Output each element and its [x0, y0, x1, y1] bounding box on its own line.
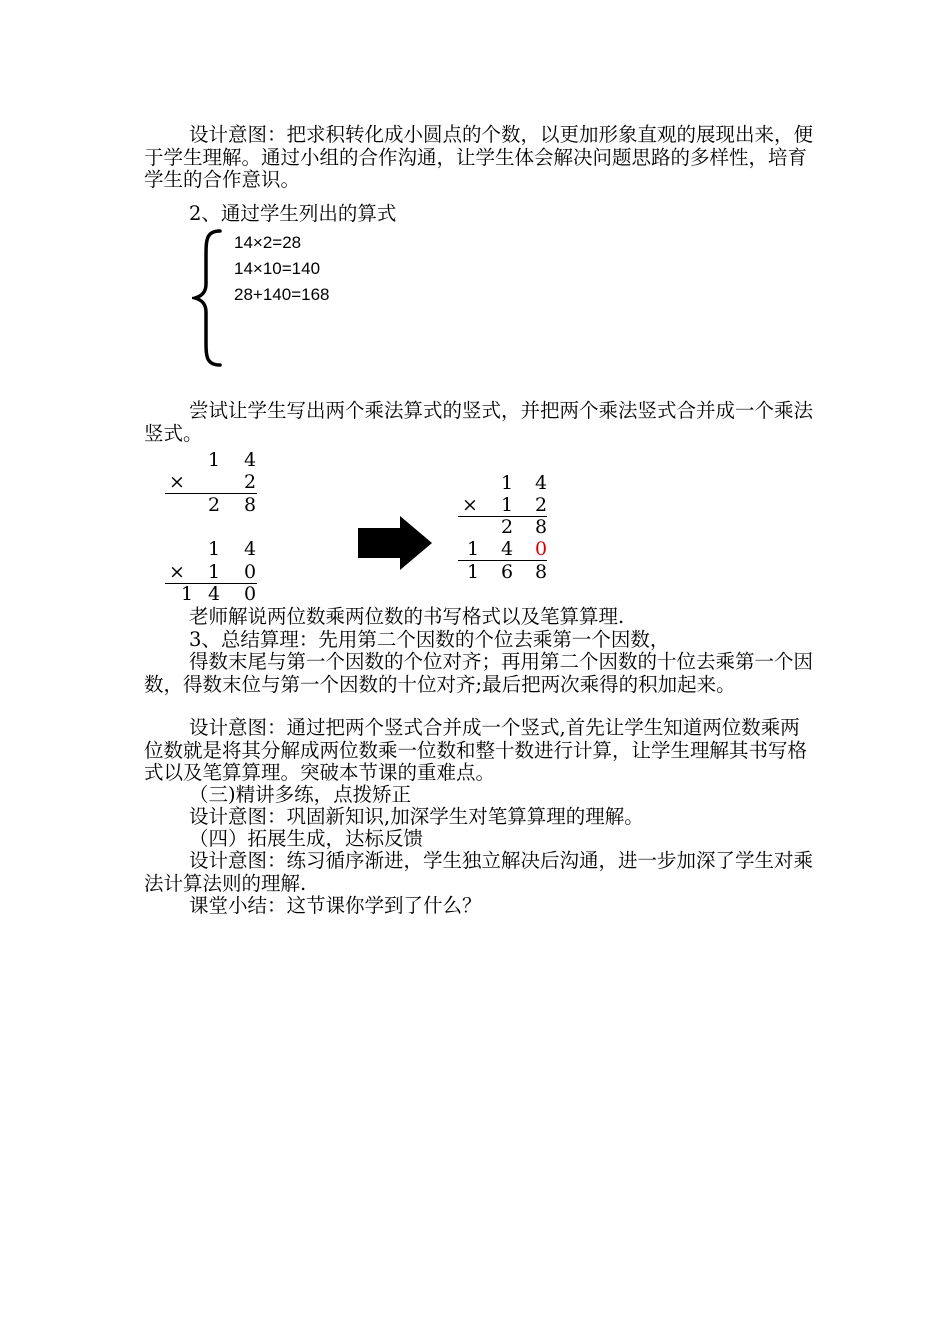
design-intent-paragraph-1: 设计意图：把求积转化成小圆点的个数，以更加形象直观的展现出来，便于学生理解。通过小组的合作沟通，让学生体会解决问题思路的多样性，培育学生的合作意识。 — [144, 123, 814, 192]
digit: 1 — [466, 561, 480, 583]
digit: 1 — [500, 472, 514, 494]
digit: 1 — [207, 561, 221, 583]
equation-2: 14×10=140 — [234, 259, 321, 278]
digit: 6 — [500, 561, 514, 583]
digit: 8 — [534, 516, 548, 538]
digit: 1 — [207, 538, 221, 560]
digit: 2 — [534, 494, 548, 516]
digit: 1 — [180, 583, 194, 605]
multiply-sign: × — [462, 494, 478, 516]
digit: 1 — [207, 449, 221, 471]
digit: 4 — [207, 583, 221, 605]
digit: 2 — [207, 494, 221, 516]
multiply-sign: × — [169, 561, 185, 583]
digit: 1 — [466, 538, 480, 560]
step3-line: 3、总结算理：先用第二个因数的个位去乘第一个因数， — [189, 628, 670, 651]
design-intent-paragraph-4: 设计意图：练习循序渐进，学生独立解决后沟通，进一步加深了学生对乘法计算法则的理解. — [144, 849, 814, 895]
digit: 8 — [534, 561, 548, 583]
digit: 8 — [243, 494, 257, 516]
digit: 0 — [243, 561, 257, 583]
digit: 2 — [500, 516, 514, 538]
digit: 4 — [243, 449, 257, 471]
design-intent-3: 设计意图：巩固新知识,加深学生对笔算算理的理解。 — [189, 805, 644, 828]
arrow-right-icon — [356, 515, 434, 571]
section4-heading: （四）拓展生成，达标反馈 — [189, 827, 424, 850]
try-paragraph: 尝试让学生写出两个乘法算式的竖式，并把两个乘法竖式合并成一个乘法竖式。 — [144, 399, 814, 445]
step3-paragraph: 得数末尾与第一个因数的个位对齐；再用第二个因数的十位去乘第一个因数，得数末位与第一个因数的十位对齐;最后把两次乘得的积加起来。 — [144, 650, 814, 696]
digit: 1 — [500, 494, 514, 516]
left-brace — [192, 228, 224, 368]
digit: 2 — [243, 471, 257, 493]
digit: 4 — [500, 538, 514, 560]
section3-heading: （三)精讲多练，点拨矫正 — [189, 783, 412, 806]
digit: 4 — [243, 538, 257, 560]
summary: 课堂小结：这节课你学到了什么？ — [189, 894, 482, 917]
digit: 4 — [534, 472, 548, 494]
design-intent-paragraph-2: 设计意图：通过把两个竖式合并成一个竖式,首先让学生知道两位数乘两位数就是将其分解成两位数乘一位数和整十数进行计算，让学生理解其书写格式以及笔算算理。突破本节课的重难点。 — [144, 716, 808, 785]
digit: 0 — [243, 583, 257, 605]
equation-3: 28+140=168 — [234, 285, 330, 304]
step2-heading: 2、通过学生列出的算式 — [189, 202, 397, 225]
highlighted-zero-digit: 0 — [534, 538, 548, 560]
teacher-note: 老师解说两位数乘两位数的书写格式以及笔算算理. — [189, 605, 625, 628]
multiply-sign: × — [169, 471, 185, 493]
equation-1: 14×2=28 — [234, 233, 302, 252]
